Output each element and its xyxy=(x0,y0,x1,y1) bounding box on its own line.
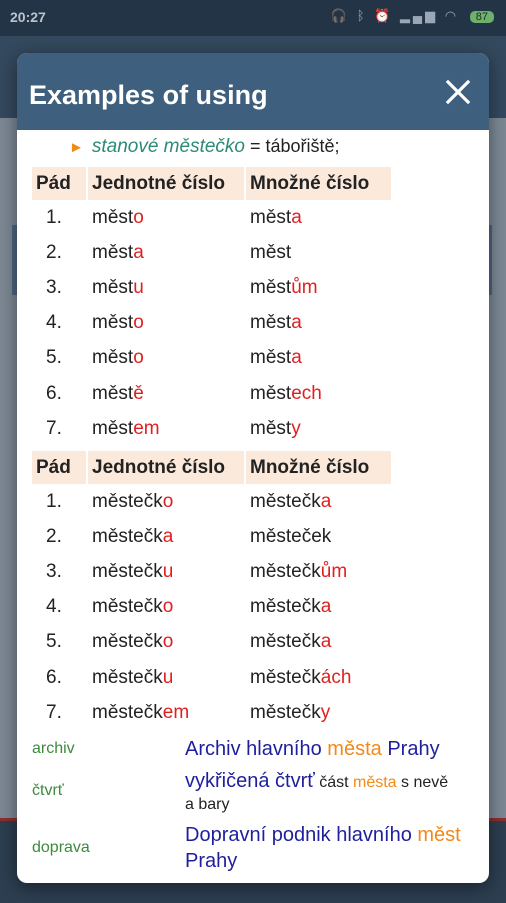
dict-value-line2: a bary xyxy=(185,796,230,813)
singular-form: městečko xyxy=(92,631,174,653)
status-icons xyxy=(331,8,494,24)
singular-form: městem xyxy=(92,417,160,439)
header-singular: Jednotné číslo xyxy=(88,451,244,484)
case-number: 4. xyxy=(46,312,62,334)
table-row xyxy=(32,200,391,235)
status-bar xyxy=(0,0,506,36)
case-number: 5. xyxy=(46,631,62,653)
singular-form: města xyxy=(92,241,144,263)
singular-form: městečko xyxy=(92,490,174,512)
signal-icon: ▂▄▆ xyxy=(399,8,439,23)
table-row xyxy=(32,235,391,270)
example-line xyxy=(69,136,340,158)
header-pad: Pád xyxy=(32,451,86,484)
headphones-icon: 🎧 xyxy=(330,8,351,23)
table-row xyxy=(32,270,391,305)
dict-key: archiv xyxy=(32,740,75,757)
plural-form: města xyxy=(250,312,302,334)
case-number: 1. xyxy=(46,206,62,228)
dict-value: Dopravní podnik hlavního měst xyxy=(185,824,461,846)
header-singular: Jednotné číslo xyxy=(88,167,244,200)
case-number: 3. xyxy=(46,276,62,298)
case-number: 2. xyxy=(46,241,62,263)
plural-form: městečka xyxy=(250,596,332,618)
table-row xyxy=(32,376,391,411)
declension-table-mesto xyxy=(30,167,393,446)
plural-form: města xyxy=(250,206,302,228)
case-number: 5. xyxy=(46,347,62,369)
dict-key: doprava xyxy=(32,839,90,856)
plural-form: měst xyxy=(250,241,292,263)
plural-form: městeček xyxy=(250,525,332,547)
case-number: 1. xyxy=(46,490,62,512)
singular-form: město xyxy=(92,312,144,334)
plural-form: městům xyxy=(250,276,318,298)
dict-value: Archiv hlavního města Prahy xyxy=(185,738,440,760)
table-row xyxy=(32,695,391,730)
singular-form: městečko xyxy=(92,596,174,618)
declension-table-mestecko xyxy=(30,451,393,730)
plural-form: města xyxy=(250,347,302,369)
singular-form: městě xyxy=(92,382,144,404)
table-row xyxy=(32,411,391,446)
case-number: 7. xyxy=(46,417,62,439)
status-time: 20:27 xyxy=(10,9,46,25)
example-meaning: = tábořiště; xyxy=(245,136,340,156)
header-plural: Množné číslo xyxy=(246,167,391,200)
singular-form: městečku xyxy=(92,666,174,688)
plural-form: městy xyxy=(250,417,301,439)
case-number: 2. xyxy=(46,525,62,547)
dict-key: čtvrť xyxy=(32,782,64,799)
example-phrase: stanové městečko xyxy=(91,136,245,157)
singular-form: město xyxy=(92,206,144,228)
arrow-icon: ► xyxy=(69,139,84,156)
plural-form: městečky xyxy=(250,701,331,723)
header-plural: Množné číslo xyxy=(246,451,391,484)
header-pad: Pád xyxy=(32,167,86,200)
battery-icon: 87 xyxy=(470,11,494,23)
table-row xyxy=(32,660,391,695)
plural-form: městečkách xyxy=(250,666,352,688)
alarm-icon: ⏰ xyxy=(374,8,394,23)
plural-form: městečka xyxy=(250,490,332,512)
case-number: 3. xyxy=(46,560,62,582)
dialog-header xyxy=(17,53,489,130)
close-icon xyxy=(441,75,475,109)
case-number: 6. xyxy=(46,382,62,404)
case-number: 7. xyxy=(46,701,62,723)
dialog-title: Examples of using xyxy=(29,80,268,110)
dialog-body xyxy=(17,130,489,883)
close-button[interactable] xyxy=(441,75,475,109)
singular-form: městečku xyxy=(92,560,174,582)
singular-form: městečka xyxy=(92,525,174,547)
singular-form: město xyxy=(92,347,144,369)
table-row xyxy=(32,625,391,660)
examples-dialog xyxy=(17,53,489,883)
singular-form: městečkem xyxy=(92,701,190,723)
plural-form: městech xyxy=(250,382,322,404)
table-row xyxy=(32,590,391,625)
case-number: 6. xyxy=(46,666,62,688)
table-row xyxy=(32,554,391,589)
table-row xyxy=(32,306,391,341)
dict-value: vykřičená čtvrť část města s nevě xyxy=(185,770,449,792)
table-row xyxy=(32,341,391,376)
singular-form: městu xyxy=(92,276,144,298)
plural-form: městečka xyxy=(250,631,332,653)
table-row xyxy=(32,519,391,554)
table-row xyxy=(32,484,391,519)
bluetooth-icon: ᛒ xyxy=(356,8,368,23)
dict-value-line2: Prahy xyxy=(185,850,238,872)
case-number: 4. xyxy=(46,596,62,618)
wifi-icon: ◠ xyxy=(444,8,460,23)
plural-form: městečkům xyxy=(250,560,348,582)
